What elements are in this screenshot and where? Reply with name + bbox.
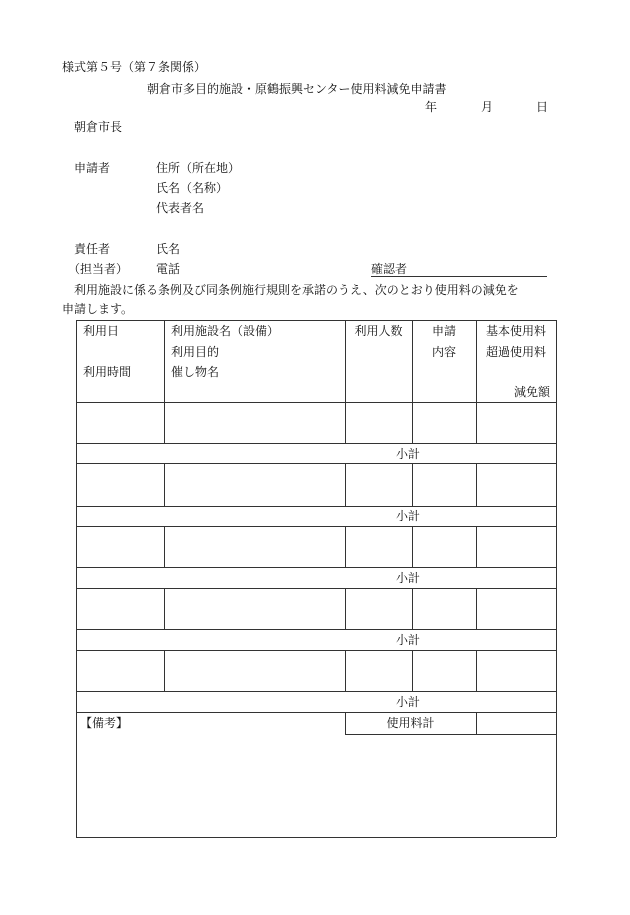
date-day-label: 日 [536, 100, 549, 114]
applicant-address-label: 住所（所在地） [156, 161, 241, 175]
col-line [164, 463, 165, 506]
col-line [345, 588, 346, 629]
col-line [412, 463, 413, 506]
table-row-line [76, 588, 556, 589]
subtotal-label: 小計 [395, 447, 420, 461]
col-line [412, 526, 413, 567]
confirmer-underline [371, 276, 547, 277]
col-line [164, 588, 165, 629]
col-line [412, 650, 413, 691]
col-line [476, 526, 477, 567]
col-line [164, 320, 165, 443]
responsible-sub-label: （担当者） [68, 262, 129, 276]
table-row-line [76, 506, 556, 507]
col-line [476, 320, 477, 443]
header-basic-fee: 基本使用料 [485, 324, 546, 338]
table-left-border [76, 320, 77, 837]
col-line [345, 526, 346, 567]
total-row-bottom-line [345, 734, 556, 735]
col-line [164, 650, 165, 691]
table-row-line [76, 526, 556, 527]
table-row-line [76, 629, 556, 630]
col-line [476, 588, 477, 629]
subtotal-label: 小計 [395, 695, 420, 709]
applicant-label: 申請者 [74, 161, 111, 175]
table-row-line [76, 402, 556, 403]
responsible-label: 責任者 [74, 242, 111, 256]
header-reduction: 減免額 [513, 385, 550, 399]
col-line [412, 588, 413, 629]
header-event: 催し物名 [171, 365, 220, 379]
col-line [164, 526, 165, 567]
date-month-label: 月 [481, 100, 494, 114]
subtotal-label: 小計 [395, 509, 420, 523]
header-request-1: 申請 [431, 324, 456, 338]
table-right-border [556, 320, 557, 837]
header-time: 利用時間 [83, 365, 132, 379]
col-line [476, 712, 477, 734]
confirmer-label: 確認者 [371, 262, 408, 276]
header-request-2: 内容 [431, 345, 456, 359]
form-number: 様式第５号（第７条関係） [62, 60, 207, 74]
col-line [412, 320, 413, 443]
header-purpose: 利用目的 [171, 345, 220, 359]
col-line [345, 650, 346, 691]
col-line [345, 320, 346, 443]
subtotal-label: 小計 [395, 571, 420, 585]
table-row-line [76, 650, 556, 651]
form-title: 朝倉市多目的施設・原鶴振興センター使用料減免申請書 [147, 82, 447, 96]
table-row-line [76, 463, 556, 464]
table-row-line [76, 691, 556, 692]
table-row-line [76, 712, 556, 713]
header-facility: 利用施設名（設備） [171, 324, 280, 338]
header-excess-fee: 超過使用料 [485, 345, 546, 359]
responsible-phone-label: 電話 [156, 262, 181, 276]
header-persons: 利用人数 [354, 324, 403, 338]
remarks-label: 【備考】 [80, 716, 129, 730]
date-year-label: 年 [425, 100, 438, 114]
header-date: 利用日 [83, 324, 120, 338]
statement-line-2: 申請します。 [62, 302, 134, 316]
table-top-border [76, 320, 556, 321]
addressee: 朝倉市長 [74, 120, 123, 134]
table-row-line [76, 567, 556, 568]
applicant-representative-label: 代表者名 [156, 201, 205, 215]
subtotal-label: 小計 [395, 633, 420, 647]
table-bottom-border [76, 837, 556, 838]
responsible-name-label: 氏名 [156, 242, 181, 256]
table-row-line [76, 443, 556, 444]
statement-line-1: 利用施設に係る条例及び同条例施行規則を承諾のうえ、次のとおり使用料の減免を [74, 283, 519, 297]
col-line [476, 650, 477, 691]
col-line [345, 463, 346, 506]
col-line [476, 463, 477, 506]
applicant-name-label: 氏名（名称） [156, 181, 229, 195]
total-fee-label: 使用料計 [386, 716, 435, 730]
